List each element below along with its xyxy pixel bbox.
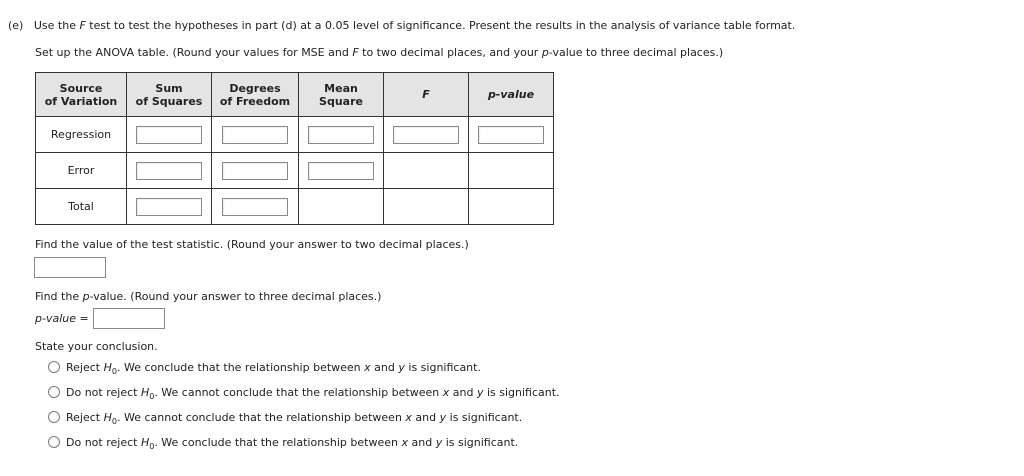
question-instruction [8,19,795,32]
regression-f-input[interactable] [393,126,459,144]
empty-cell [469,153,554,189]
conclusion-option-4[interactable]: Do not reject $H_0$. We conclude that the relationship between x and y is significant. [48,436,518,451]
radio-option-1[interactable] [48,361,60,373]
header-mean-square: Mean Square [299,73,384,117]
radio-option-4[interactable] [48,436,60,448]
setup-text-2: to two decimal places, and your [358,46,542,59]
anova-table [35,72,554,225]
error-df-input[interactable] [222,162,288,180]
table-row [36,153,554,189]
test-statistic-input[interactable] [34,257,106,278]
header-degrees-of-freedom: Degrees of Freedom [212,73,299,117]
error-ms-input[interactable] [308,162,374,180]
header-f: F [384,73,469,117]
setup-text: Set up the ANOVA table. (Round your values for MSE and [35,46,353,59]
setup-p: p [541,46,549,59]
table-row [36,117,554,153]
part-label: (e) [8,19,24,32]
anova-header-row [36,73,554,117]
empty-cell [299,189,384,225]
empty-cell [469,189,554,225]
pvalue-prompt: Find the p-value. (Round your answer to three decimal places.) [35,290,382,303]
total-df-input[interactable] [222,198,288,216]
instruction-text-2: test to test the hypotheses in part (d) at a 0.05 level of significance. Present the results in the analysis of variance table format. [85,19,796,32]
regression-pvalue-input[interactable] [478,126,544,144]
conclusion-option-1[interactable]: Reject $H_0$. We conclude that the relationship between x and y is significant. [48,361,481,376]
radio-option-2[interactable] [48,386,60,398]
empty-cell [384,189,469,225]
row-label-total: Total [36,189,127,225]
pvalue-input[interactable] [93,308,165,329]
regression-df-input[interactable] [222,126,288,144]
empty-cell [384,153,469,189]
regression-ss-input[interactable] [136,126,202,144]
setup-instruction [35,46,723,59]
header-sum-of-squares: Sum of Squares [127,73,212,117]
setup-text-3: -value to three decimal places.) [548,46,724,59]
test-statistic-prompt: Find the value of the test statistic. (Round your answer to two decimal places.) [35,238,469,251]
row-label-error: Error [36,153,127,189]
conclusion-prompt: State your conclusion. [35,340,158,353]
regression-ms-input[interactable] [308,126,374,144]
header-source: Source of Variation [36,73,127,117]
total-ss-input[interactable] [136,198,202,216]
radio-option-3[interactable] [48,411,60,423]
setup-f: F [352,46,359,59]
table-row [36,189,554,225]
error-ss-input[interactable] [136,162,202,180]
pvalue-label: p-value = [35,312,89,325]
conclusion-option-2[interactable]: Do not reject $H_0$. We cannot conclude that the relationship between x and y is significant. [48,386,560,401]
instruction-f: F [79,19,86,32]
row-label-regression: Regression [36,117,127,153]
instruction-text: Use the [33,19,80,32]
conclusion-option-3[interactable]: Reject $H_0$. We cannot conclude that the relationship between x and y is significant. [48,411,522,426]
header-p-value: p-value [469,73,554,117]
